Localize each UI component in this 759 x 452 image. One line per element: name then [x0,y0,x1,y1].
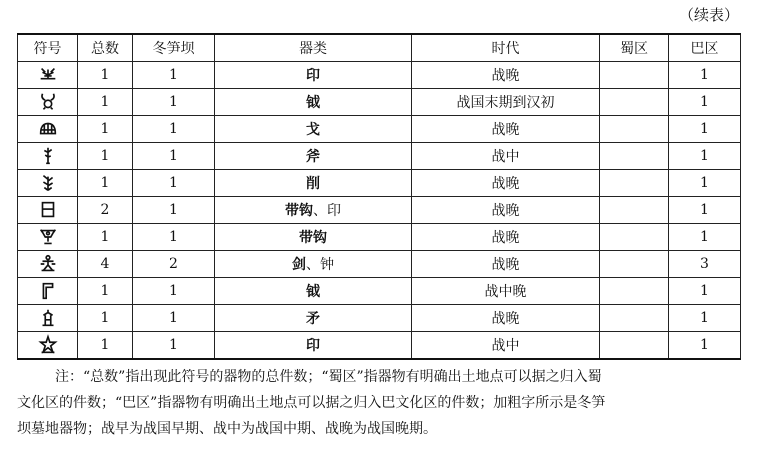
type-normal: 印 [327,203,341,219]
ba-cell: 1 [669,332,741,360]
era-cell: 战中 [412,143,600,170]
dongsunba-cell: 1 [133,332,215,360]
shu-cell [600,197,669,224]
symbol-table [17,33,741,360]
dongsunba-cell: 1 [133,116,215,143]
type-cell [215,143,412,170]
shu-cell [600,305,669,332]
dongsunba-cell: 1 [133,170,215,197]
type-cell [215,89,412,116]
table-row [18,62,741,89]
table-row [18,278,741,305]
type-cell [215,170,412,197]
dongsunba-cell: 1 [133,197,215,224]
table-row [18,332,741,360]
total-cell: 1 [78,143,133,170]
type-bold: 带钩 [299,230,327,246]
type-bold: 斧 [306,149,320,165]
ba-cell: 1 [669,62,741,89]
type-normal: 钟 [320,257,334,273]
symbol-cell [18,332,78,360]
type-bold: 矛 [306,311,320,327]
sprout-symbol-icon [37,64,59,86]
stem-symbol-icon [37,145,59,167]
type-bold: 带钩 [285,203,313,219]
shu-cell [600,116,669,143]
ba-cell: 1 [669,170,741,197]
symbol-cell [18,62,78,89]
era-cell: 战晚 [412,62,600,89]
type-bold: 削 [306,176,320,192]
type-bold: 戈 [306,122,320,138]
note-line-1: 注：“总数”指出现此符号的器物的总件数；“蜀区”指器物有明确出土地点可以据之归入蜀 [55,369,602,385]
ba-cell: 1 [669,89,741,116]
box-symbol-icon [37,199,59,221]
era-cell: 战国末期到汉初 [412,89,600,116]
type-bold: 钺 [306,284,320,300]
symbol-cell [18,197,78,224]
type-bold: 印 [306,68,320,84]
era-cell: 战晚 [412,197,600,224]
shu-cell [600,332,669,360]
total-cell: 1 [78,116,133,143]
type-cell [215,224,412,251]
dongsunba-cell: 1 [133,89,215,116]
ba-cell: 3 [669,251,741,278]
ba-cell: 1 [669,116,741,143]
table-note [17,364,743,442]
star-symbol-icon [37,334,59,356]
shu-cell [600,89,669,116]
type-cell [215,305,412,332]
shu-cell [600,251,669,278]
table-header-row [18,34,741,62]
era-cell: 战中 [412,332,600,360]
type-cell [215,332,412,360]
symbol-cell [18,170,78,197]
type-cell [215,62,412,89]
dongsunba-cell: 1 [133,278,215,305]
dongsunba-cell: 1 [133,305,215,332]
ba-cell: 1 [669,278,741,305]
type-bold: 剑 [292,257,306,273]
figure-symbol-icon [37,253,59,275]
ba-cell: 1 [669,305,741,332]
header-ba: 巴区 [669,34,741,62]
continued-label: （续表） [678,6,739,24]
type-cell [215,197,412,224]
header-dongsunba: 冬笋坝 [133,34,215,62]
dongsunba-cell: 1 [133,62,215,89]
header-symbol: 符号 [18,34,78,62]
shu-cell [600,143,669,170]
type-bold: 钺 [306,95,320,111]
table-row [18,224,741,251]
symbol-cell [18,305,78,332]
symbol-cell [18,89,78,116]
header-type: 器类 [215,34,412,62]
shu-cell [600,62,669,89]
table-row [18,143,741,170]
branch-symbol-icon [37,172,59,194]
table-row [18,89,741,116]
ba-cell: 1 [669,197,741,224]
shu-cell [600,278,669,305]
total-cell: 1 [78,332,133,360]
dongsunba-cell: 1 [133,224,215,251]
era-cell: 战晚 [412,170,600,197]
ba-cell: 1 [669,143,741,170]
tower-symbol-icon [37,307,59,329]
header-total: 总数 [78,34,133,62]
arch-grid-symbol-icon [37,118,59,140]
table-row [18,251,741,278]
header-era: 时代 [412,34,600,62]
era-cell: 战晚 [412,305,600,332]
type-cell [215,278,412,305]
dongsunba-cell: 1 [133,143,215,170]
era-cell: 战晚 [412,224,600,251]
ba-cell: 1 [669,224,741,251]
symbol-cell [18,143,78,170]
type-cell [215,116,412,143]
type-cell [215,251,412,278]
total-cell: 1 [78,305,133,332]
hook-box-symbol-icon [37,280,59,302]
note-line-3: 坝墓地器物；战早为战国早期、战中为战国中期、战晚为战国晚期。 [17,421,437,437]
total-cell: 1 [78,278,133,305]
horned-symbol-icon [37,91,59,113]
table-row [18,170,741,197]
shu-cell [600,170,669,197]
era-cell: 战晚 [412,251,600,278]
symbol-cell [18,251,78,278]
total-cell: 1 [78,224,133,251]
dongsunba-cell: 2 [133,251,215,278]
total-cell: 1 [78,170,133,197]
symbol-cell [18,224,78,251]
total-cell: 2 [78,197,133,224]
type-separator: 、 [306,257,320,273]
type-bold: 印 [306,338,320,354]
total-cell: 1 [78,62,133,89]
era-cell: 战晚 [412,116,600,143]
type-separator: 、 [313,203,327,219]
symbol-cell [18,116,78,143]
table-row [18,116,741,143]
table-row [18,197,741,224]
shu-cell [600,224,669,251]
era-cell: 战中晚 [412,278,600,305]
symbol-cell [18,278,78,305]
note-line-2: 文化区的件数；“巴区”指器物有明确出土地点可以据之归入巴文化区的件数；加粗字所示是冬笋 [17,395,606,411]
header-shu: 蜀区 [600,34,669,62]
cup-symbol-icon [37,226,59,248]
total-cell: 4 [78,251,133,278]
total-cell: 1 [78,89,133,116]
table-row [18,305,741,332]
